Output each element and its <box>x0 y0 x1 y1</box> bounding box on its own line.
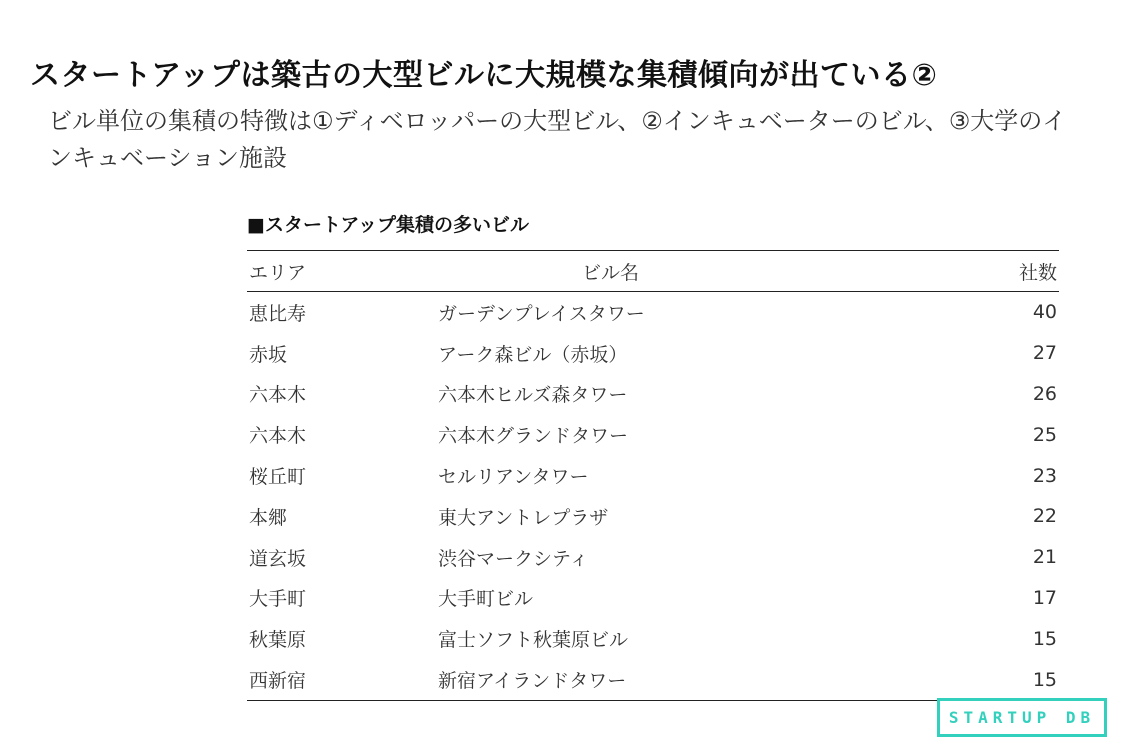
cell-building: 富士ソフト秋葉原ビル <box>438 629 629 652</box>
table-row <box>247 414 1059 455</box>
cell-building: 渋谷マークシティ <box>438 547 589 570</box>
header-building: ビル名 <box>581 261 639 284</box>
cell-area: 秋葉原 <box>249 629 307 652</box>
cell-building: アーク森ビル（赤坂） <box>438 343 628 366</box>
cell-building: 東大アントレプラザ <box>438 506 609 529</box>
cell-area: 道玄坂 <box>249 547 307 570</box>
cell-count: 23 <box>1032 464 1057 487</box>
cell-count: 22 <box>1032 505 1057 528</box>
startup-buildings-table-block <box>247 210 1057 701</box>
cell-area: 大手町 <box>249 588 307 611</box>
table-row <box>247 333 1059 374</box>
header-count: 社数 <box>1018 261 1057 284</box>
cell-count: 17 <box>1032 586 1057 609</box>
table-row <box>247 292 1059 333</box>
cell-count: 27 <box>1032 342 1057 365</box>
table-row <box>247 659 1059 700</box>
table-row <box>247 537 1059 578</box>
cell-area: 西新宿 <box>249 670 307 693</box>
startup-db-logo: STARTUP DB <box>937 698 1107 737</box>
table-row <box>247 455 1059 496</box>
page-subtitle: ビル単位の集積の特徴は①ディベロッパーの大型ビル、②インキュベーターのビル、③大学のインキュベーション施設 <box>48 107 1067 172</box>
cell-count: 40 <box>1032 301 1057 324</box>
header-area: エリア <box>249 261 307 284</box>
cell-area: 六本木 <box>249 425 307 448</box>
cell-building: 大手町ビル <box>438 588 534 611</box>
cell-count: 15 <box>1032 668 1057 691</box>
cell-building: ガーデンプレイスタワー <box>438 302 645 325</box>
table-caption: ■スタートアップ集積の多いビル <box>247 214 530 236</box>
cell-count: 15 <box>1032 627 1057 650</box>
cell-area: 六本木 <box>249 384 307 407</box>
table-row <box>247 374 1059 415</box>
cell-area: 赤坂 <box>249 343 288 366</box>
cell-building: 新宿アイランドタワー <box>438 670 627 693</box>
cell-building: 六本木グランドタワー <box>438 425 629 448</box>
cell-count: 26 <box>1032 382 1057 405</box>
cell-count: 21 <box>1032 546 1057 569</box>
cell-building: セルリアンタワー <box>438 466 589 489</box>
table-row <box>247 578 1059 619</box>
table-header-row <box>247 251 1059 292</box>
cell-area: 本郷 <box>249 506 288 529</box>
cell-area: 桜丘町 <box>249 466 307 489</box>
cell-count: 25 <box>1032 423 1057 446</box>
table-row <box>247 496 1059 537</box>
startup-buildings-table <box>247 250 1059 701</box>
cell-area: 恵比寿 <box>249 302 307 325</box>
cell-building: 六本木ヒルズ森タワー <box>438 384 628 407</box>
table-row <box>247 618 1059 659</box>
page-title: スタートアップは築古の大型ビルに大規模な集積傾向が出ている② <box>30 58 938 94</box>
